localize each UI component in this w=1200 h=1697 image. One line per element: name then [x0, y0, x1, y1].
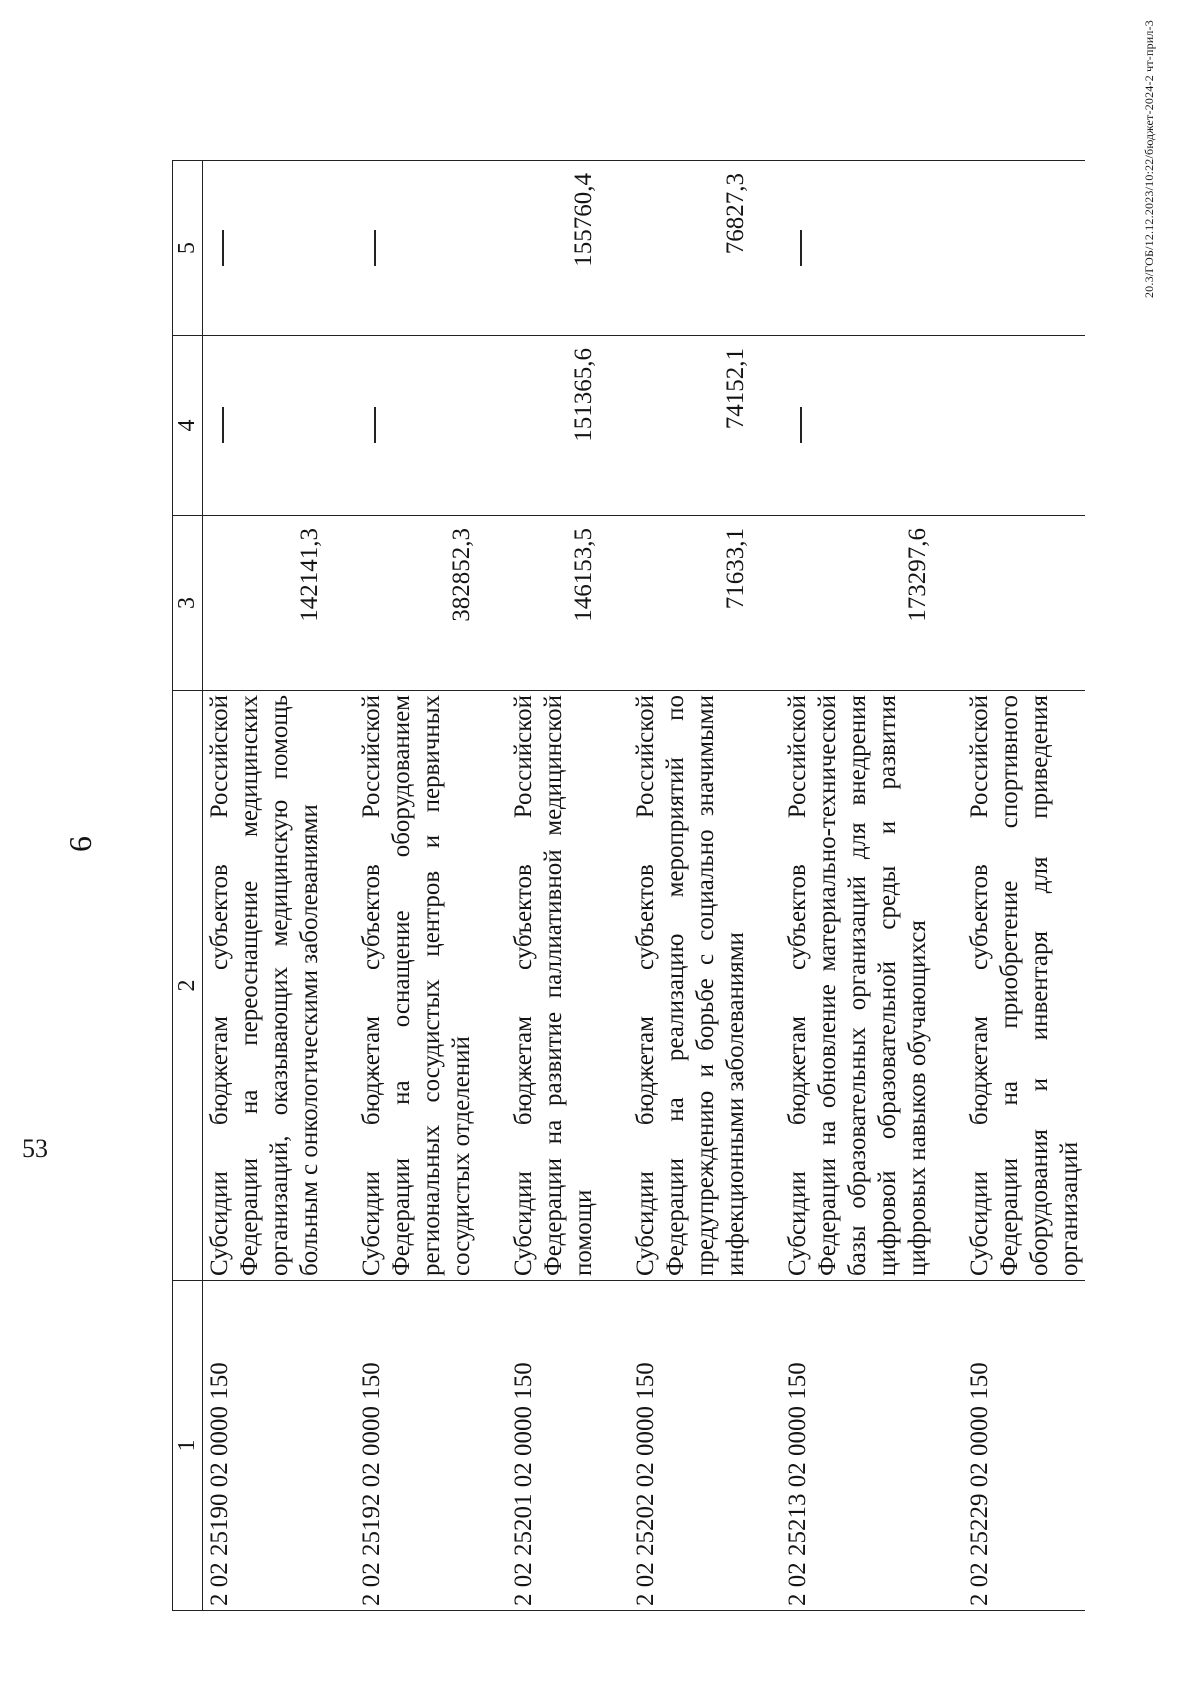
subsidy-description: Субсидии бюджетам субъектов Российской Федерации на оснащение оборудованием региональных сосудистых центров и первичных сосудистых отделений [355, 691, 477, 1281]
dash-mark [374, 230, 376, 266]
column-header: 3 [173, 516, 203, 691]
amount-col3: 142141,3 [202, 516, 325, 691]
budget-code: 2 02 25229 02 0000 150 [963, 1281, 1085, 1611]
page-number: 6 [62, 836, 98, 852]
subsidy-description: Субсидии бюджетам субъектов Российской Федерации на переоснащение медицинских организаций, оказывающих медицинскую помощь больным с онкологическими заболеваниями [202, 691, 325, 1281]
amount-col3: 71633,1 [629, 516, 751, 691]
subsidy-description: Субсидии бюджетам субъектов Российской Федерации на приобретение спортивного оборудования и инвентаря для приведения организаций [963, 691, 1085, 1281]
column-header: 2 [173, 691, 203, 1281]
dash-mark [800, 230, 802, 266]
budget-code: 2 02 25192 02 0000 150 [355, 1281, 477, 1611]
amount-col5 [355, 161, 477, 336]
amount-col3: 382852,3 [355, 516, 477, 691]
row-spacer [599, 161, 629, 1611]
amount-col5: 76827,3 [629, 161, 751, 336]
amount-col3 [963, 516, 1085, 691]
document-footer-code: 20.3/ГОБ/12.12.2023/10:22/бюджет-2024-2 чт-прил-3 [1142, 20, 1156, 299]
table-row [507, 161, 599, 1611]
budget-code: 2 02 25201 02 0000 150 [507, 1281, 599, 1611]
amount-col4 [963, 336, 1085, 516]
column-header: 4 [173, 336, 203, 516]
table-row [781, 161, 933, 1611]
budget-code: 2 02 25202 02 0000 150 [629, 1281, 751, 1611]
header-row [173, 161, 203, 1611]
budget-table [172, 160, 1085, 1611]
column-header: 1 [173, 1281, 203, 1611]
amount-col4: 151365,6 [507, 336, 599, 516]
amount-col5: 155760,4 [507, 161, 599, 336]
amount-col4 [355, 336, 477, 516]
subsidy-description: Субсидии бюджетам субъектов Российской Федерации на развитие паллиативной медицинской помощи [507, 691, 599, 1281]
amount-col4 [202, 336, 325, 516]
row-spacer [933, 161, 963, 1611]
row-spacer [751, 161, 781, 1611]
amount-col3: 173297,6 [781, 516, 933, 691]
table-row [202, 161, 325, 1611]
sheet-number: 53 [22, 1134, 48, 1163]
dash-mark [222, 408, 224, 444]
dash-mark [222, 230, 224, 266]
amount-col4 [781, 336, 933, 516]
budget-code: 2 02 25213 02 0000 150 [781, 1281, 933, 1611]
dash-mark [374, 408, 376, 444]
subsidy-description: Субсидии бюджетам субъектов Российской Федерации на реализацию мероприятий по предупреждению и борьбе с социально значимыми инфекционными заболеваниями [629, 691, 751, 1281]
budget-code: 2 02 25190 02 0000 150 [202, 1281, 325, 1611]
amount-col5 [781, 161, 933, 336]
dash-mark [800, 408, 802, 444]
row-spacer [325, 161, 355, 1611]
table-row [629, 161, 751, 1611]
table-row [355, 161, 477, 1611]
row-spacer [477, 161, 507, 1611]
table-row [963, 161, 1085, 1611]
amount-col4: 74152,1 [629, 336, 751, 516]
column-header: 5 [173, 161, 203, 336]
amount-col3: 146153,5 [507, 516, 599, 691]
subsidy-description: Субсидии бюджетам субъектов Российской Федерации на обновление материально-технической базы образовательных организаций для внедрения цифровой образовательной среды и развития цифровых навыков обучающихся [781, 691, 933, 1281]
amount-col5 [963, 161, 1085, 336]
amount-col5 [202, 161, 325, 336]
